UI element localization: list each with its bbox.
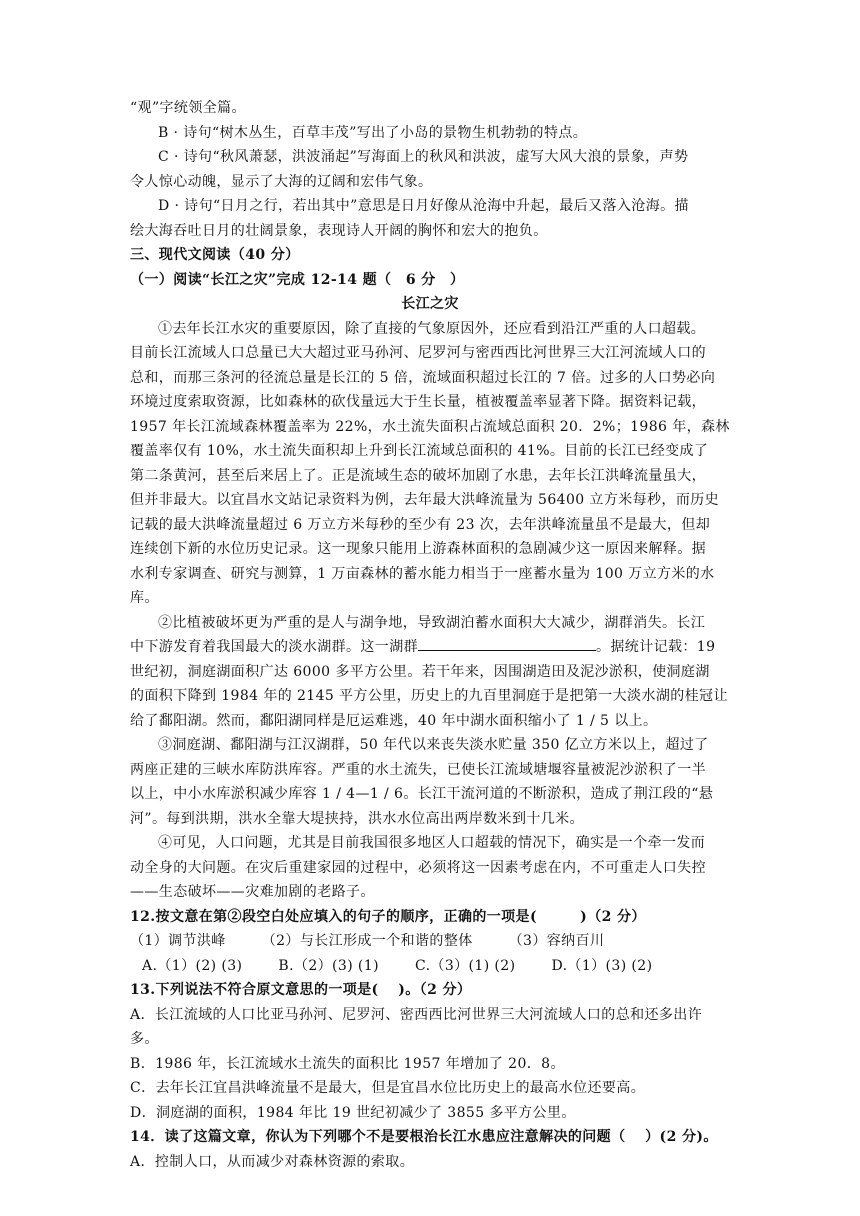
q12-choice-a[interactable]: A.（1）(2) (3) <box>142 957 243 974</box>
paragraph-3-line: 两座正建的三峡水库防洪库容。严重的水土流失，已使长江流域塘堰容量被泥沙淤积了一半 <box>130 761 706 778</box>
q12-choice-d[interactable]: D.（1）(3) (2) <box>551 957 653 974</box>
paragraph-1-line: 记载的最大洪峰流量超过 6 万立方米每秒的至少有 23 次，去年洪峰流量虽不是最大，但却 <box>130 516 711 533</box>
q12-choice-c[interactable]: C.（3）(1) (2) <box>414 957 516 974</box>
paragraph-1-line: 总和，而那三条河的径流总量是长江的 5 倍，流域面积超过长江的 7 倍。过多的人口势必向 <box>130 369 716 386</box>
paragraph-2-line: ②比植被破坏更为严重的是人与湖争地，导致湖泊蓄水面积大大减少，湖群消失。长江 <box>158 614 706 631</box>
paragraph-1-line: 但并非最大。以宜昌水文站记录资料为例，去年最大洪峰流量为 56400 立方米每秒，而历史 <box>130 492 720 508</box>
option-c-line-1: C · 诗句“秋风萧瑟，洪波涌起”写海面上的秋风和洪波，虚写大风大浪的景象，声势 <box>158 149 689 165</box>
paragraph-4-line: ——生态破坏——灾难加剧的老路子。 <box>130 884 375 900</box>
question-12-stem: 12.按文意在第②段空白处应填入的句子的顺序，正确的一项是( )（2 分） <box>130 908 646 925</box>
question-14-stem: 14．读了这篇文章，你认为下列哪个不是要根治长江水患应注意解决的问题（ ）(2 分)。 <box>130 1129 718 1145</box>
fill-in-blank[interactable] <box>418 636 596 651</box>
paragraph-4-line: ④可见，人口问题，尤其是目前我国很多地区人口超载的情况下，确实是一个牵一发而 <box>158 835 706 851</box>
q13-choice-d[interactable]: D．洞庭湖的面积，1984 年比 19 世纪初减少了 3855 多平方公里。 <box>130 1104 576 1121</box>
paragraph-1-line: 覆盖率仅有 10%，水土流失面积却上升到长江流域总面积的 41%。目前的长江已经变成了 <box>130 443 709 459</box>
question-12-choices <box>130 954 730 979</box>
q13-choice-b[interactable]: B．1986 年，长江流域水土流失的面积比 1957 年增加了 20．8。 <box>130 1055 565 1072</box>
article-title: 长江之灾 <box>401 296 459 312</box>
q13-choice-a-line-2: 多。 <box>130 1031 159 1047</box>
paragraph-2-line: 的面积下降到 1984 年的 2145 平方公里，历史上的九百里洞庭于是把第一大淡水湖的桂冠让 <box>130 688 728 704</box>
paragraph-4-line: 动全身的大问题。在灾后重建家园的过程中，必须将这一因素考虑在内，不可重走人口失控 <box>130 859 706 876</box>
section-subtitle: （一）阅读“长江之灾”完成 12-14 题（ 6 分 ） <box>130 271 465 288</box>
paragraph-3-line: 以上，中小水库淤积减少库容 1 / 4—1 / 6。长江干流河道的不断淤积，造成了荆江段的“悬 <box>130 786 714 802</box>
paragraph-2-blank-line <box>130 635 730 660</box>
paragraph-2-pre-blank: 中下游发育着我国最大的淡水湖群。这一湖群 <box>130 639 418 655</box>
option-d-line-2: 绘大海吞吐日月的壮阔景象，表现诗人开阔的胸怀和宏大的抱负。 <box>130 222 548 239</box>
section-title: 三、现代文阅读（40 分） <box>130 247 300 263</box>
paragraph-1-line: 第二条黄河，甚至后来居上了。正是流域生态的破坏加剧了水患，去年长江洪峰流量虽大， <box>130 467 706 484</box>
option-c-line-2: 令人惊心动魄，显示了大海的辽阔和宏伟气象。 <box>130 173 433 190</box>
paragraph-1-line: 1957 年长江流域森林覆盖率为 22%，水土流失面积占流域总面积 20．2%；1986 年，森林 <box>130 418 730 435</box>
option-d-line-1: D · 诗句“日月之行，若出其中”意思是日月好像从沧海中升起，最后又落入沧海。描 <box>158 198 689 214</box>
paragraph-1-line: 连续创下新的水位历史记录。这一现象只能用上游森林面积的急剧减少这一原因来解释。据 <box>130 541 706 557</box>
q12-item: （2）与长江形成一个和谐的整体 <box>261 933 473 949</box>
q12-item: （1）调节洪峰 <box>130 933 226 949</box>
q14-choice-a[interactable]: A．控制人口，从而减少对森林资源的索取。 <box>130 1153 415 1170</box>
q13-choice-a-line-1[interactable]: A．长江流域的人口比亚马孙河、尼罗河、密西西比河世界三大河流域人口的总和还多出许 <box>130 1006 703 1023</box>
paragraph-2-line: 给了鄱阳湖。然而，鄱阳湖同样是厄运难逃，40 年中湖水面积缩小了 1 / 5 以上。 <box>130 712 658 729</box>
paragraph-1-line: 目前长江流域人口总量已大大超过亚马孙河、尼罗河与密西西比河世界三大江河流域人口的 <box>130 345 706 361</box>
paragraph-1-line: ①去年长江水灾的重要原因，除了直接的气象原因外，还应看到沿江严重的人口超载。 <box>158 320 706 337</box>
paragraph-1-line: 水利专家调查、研究与测算，1 万亩森林的蓄水能力相当于一座蓄水量为 100 万立方米的水 <box>130 565 715 582</box>
paragraph-3-line: 河”。每到洪期，洪水全靠大堤挟持，洪水水位高出两岸数米到十几米。 <box>130 810 584 827</box>
paragraph-2-post-blank: 。据统计记载：19 <box>596 639 716 655</box>
q12-item: （3）容纳百川 <box>508 933 605 949</box>
exam-page <box>130 96 730 1174</box>
paragraph-3-line: ③洞庭湖、鄱阳湖与江汉湖群，50 年代以来丧失淡水贮量 350 亿立方米以上，超过了 <box>158 737 709 753</box>
option-a-tail: “观”字统领全篇。 <box>130 100 246 116</box>
question-13-stem: 13.下列说法不符合原文意思的一项是( )。（2 分） <box>130 982 472 998</box>
question-12-items <box>130 929 730 954</box>
paragraph-2-line: 世纪初，洞庭湖面积广达 6000 多平方公里。若干年来，因围湖造田及泥沙淤积，使洞庭湖 <box>130 663 710 680</box>
q13-choice-c[interactable]: C．去年长江宜昌洪峰流量不是最大，但是宜昌水位比历史上的最高水位还要高。 <box>130 1080 646 1096</box>
option-b: B · 诗句“树木丛生，百草丰茂”写出了小岛的景物生机勃勃的特点。 <box>158 124 588 141</box>
q12-choice-b[interactable]: B.（2）(3) (1) <box>278 957 379 974</box>
paragraph-1-line: 库。 <box>130 590 159 606</box>
paragraph-1-line: 环境过度索取资源，比如森林的砍伐量远大于生长量，植被覆盖率显著下降。据资料记载， <box>130 394 706 410</box>
